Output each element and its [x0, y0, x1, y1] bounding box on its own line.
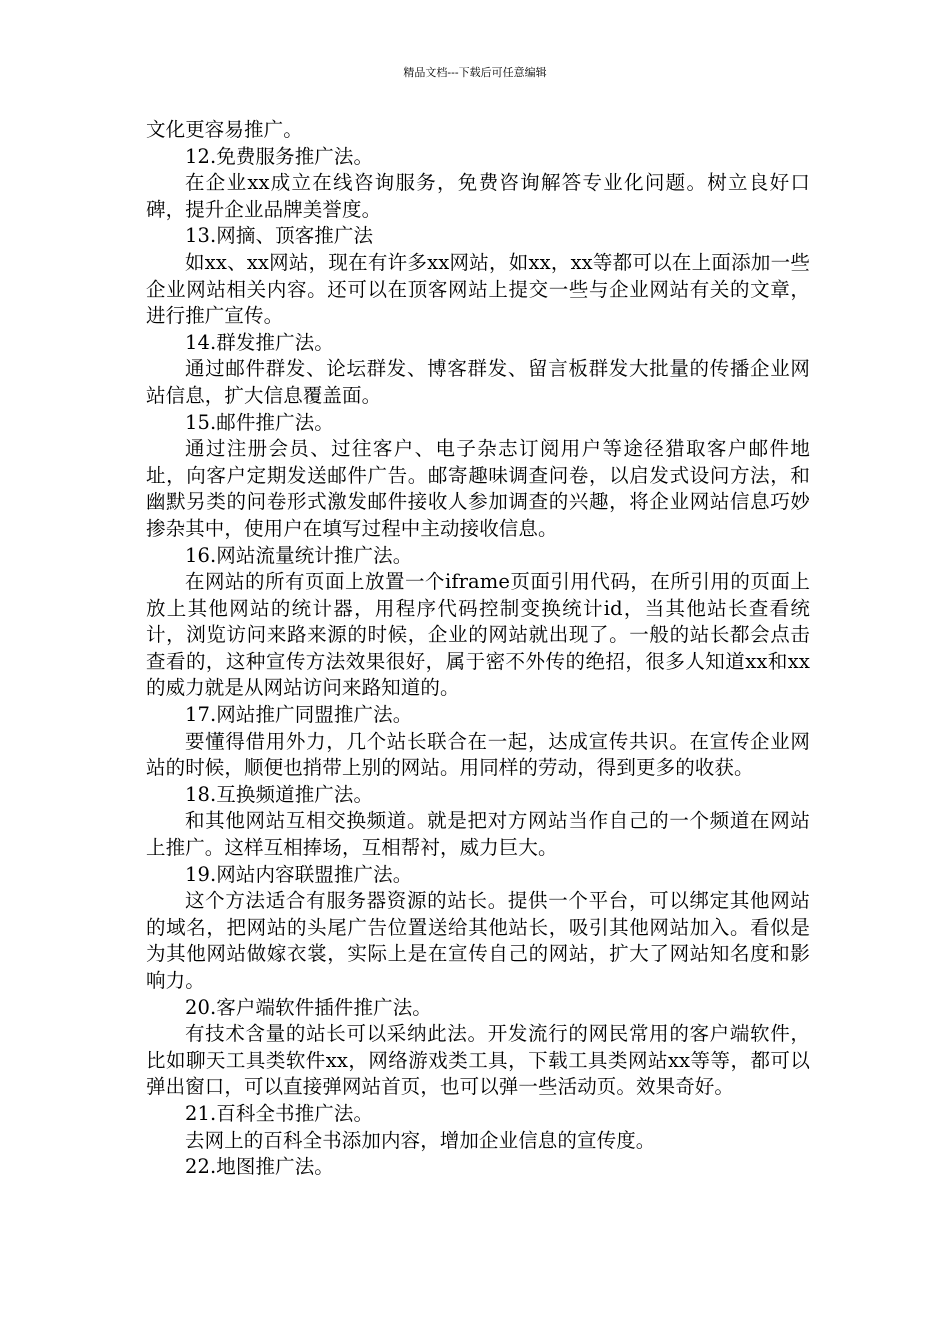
section-body-13: 如xx、xx网站，现在有许多xx网站，如xx，xx等都可以在上面添加一些企业网站相关内容。还可以在顶客网站上提交一些与企业网站有关的文章，进行推广宣传。 [146, 250, 810, 328]
section-body-21: 去网上的百科全书添加内容，增加企业信息的宣传度。 [185, 1128, 656, 1152]
section-heading-15: 15.邮件推广法。 [185, 410, 334, 434]
section-body-14: 通过邮件群发、论坛群发、博客群发、留言板群发大批量的传播企业网站信息，扩大信息覆盖面。 [146, 357, 810, 407]
document-body [146, 117, 810, 1181]
section-body-15: 通过注册会员、过往客户、电子杂志订阅用户等途径猎取客户邮件地址，向客户定期发送邮件广告。邮寄趣味调查问卷，以启发式设问方法，和幽默另类的问卷形式激发邮件接收人参加调查的兴趣，将企业网站信息巧妙掺杂其中，使用户在填写过程中主动接收信息。 [146, 437, 810, 540]
section-body-16: 在网站的所有页面上放置一个iframe页面引用代码，在所引用的页面上放上其他网站的统计器，用程序代码控制变换统计id，当其他站长查看统计，浏览访问来路来源的时候，企业的网站就出现了。一般的站长都会点击查看的，这种宣传方法效果很好，属于密不外传的绝招，很多人知道xx和xx的威力就是从网站访问来路知道的。 [146, 570, 810, 700]
section-body-19: 这个方法适合有服务器资源的站长。提供一个平台，可以绑定其他网站的域名，把网站的头尾广告位置送给其他站长，吸引其他网站加入。看似是为其他网站做嫁衣裳，实际上是在宣传自己的网站，扩大了网站知名度和影响力。 [146, 889, 810, 992]
page-header: 精品文档---下载后可任意编辑 [403, 66, 547, 79]
section-body-12: 在企业xx成立在线咨询服务，免费咨询解答专业化问题。树立良好口碑，提升企业品牌美誉度。 [146, 171, 810, 221]
section-heading-12: 12.免费服务推广法。 [185, 144, 374, 168]
section-heading-13: 13.网摘、顶客推广法 [185, 224, 374, 248]
section-body-20: 有技术含量的站长可以采纳此法。开发流行的网民常用的客户端软件，比如聊天工具类软件xx，网络游戏类工具，下载工具类网站xx等等，都可以弹出窗口，可以直接弹网站首页，也可以弹一些活动页。效果奇好。 [146, 1022, 810, 1099]
section-heading-14: 14.群发推广法。 [185, 330, 334, 354]
section-heading-17: 17.网站推广同盟推广法。 [185, 703, 413, 727]
section-heading-18: 18.互换频道推广法。 [185, 782, 374, 806]
section-heading-22: 22.地图推广法。 [185, 1155, 334, 1179]
section-body-18: 和其他网站互相交换频道。就是把对方网站当作自己的一个频道在网站上推广。这样互相捧场，互相帮衬，威力巨大。 [146, 809, 810, 860]
section-heading-20: 20.客户端软件插件推广法。 [185, 995, 432, 1019]
section-heading-21: 21.百科全书推广法。 [185, 1101, 374, 1125]
section-heading-16: 16.网站流量统计推广法。 [185, 543, 413, 567]
section-body-17: 要懂得借用外力，几个站长联合在一起，达成宣传共识。在宣传企业网站的时候，顺便也捎带上别的网站。用同样的劳动，得到更多的收获。 [146, 729, 810, 780]
section-heading-19: 19.网站内容联盟推广法。 [185, 862, 413, 886]
paragraph-continuation: 文化更容易推广。 [146, 118, 303, 141]
